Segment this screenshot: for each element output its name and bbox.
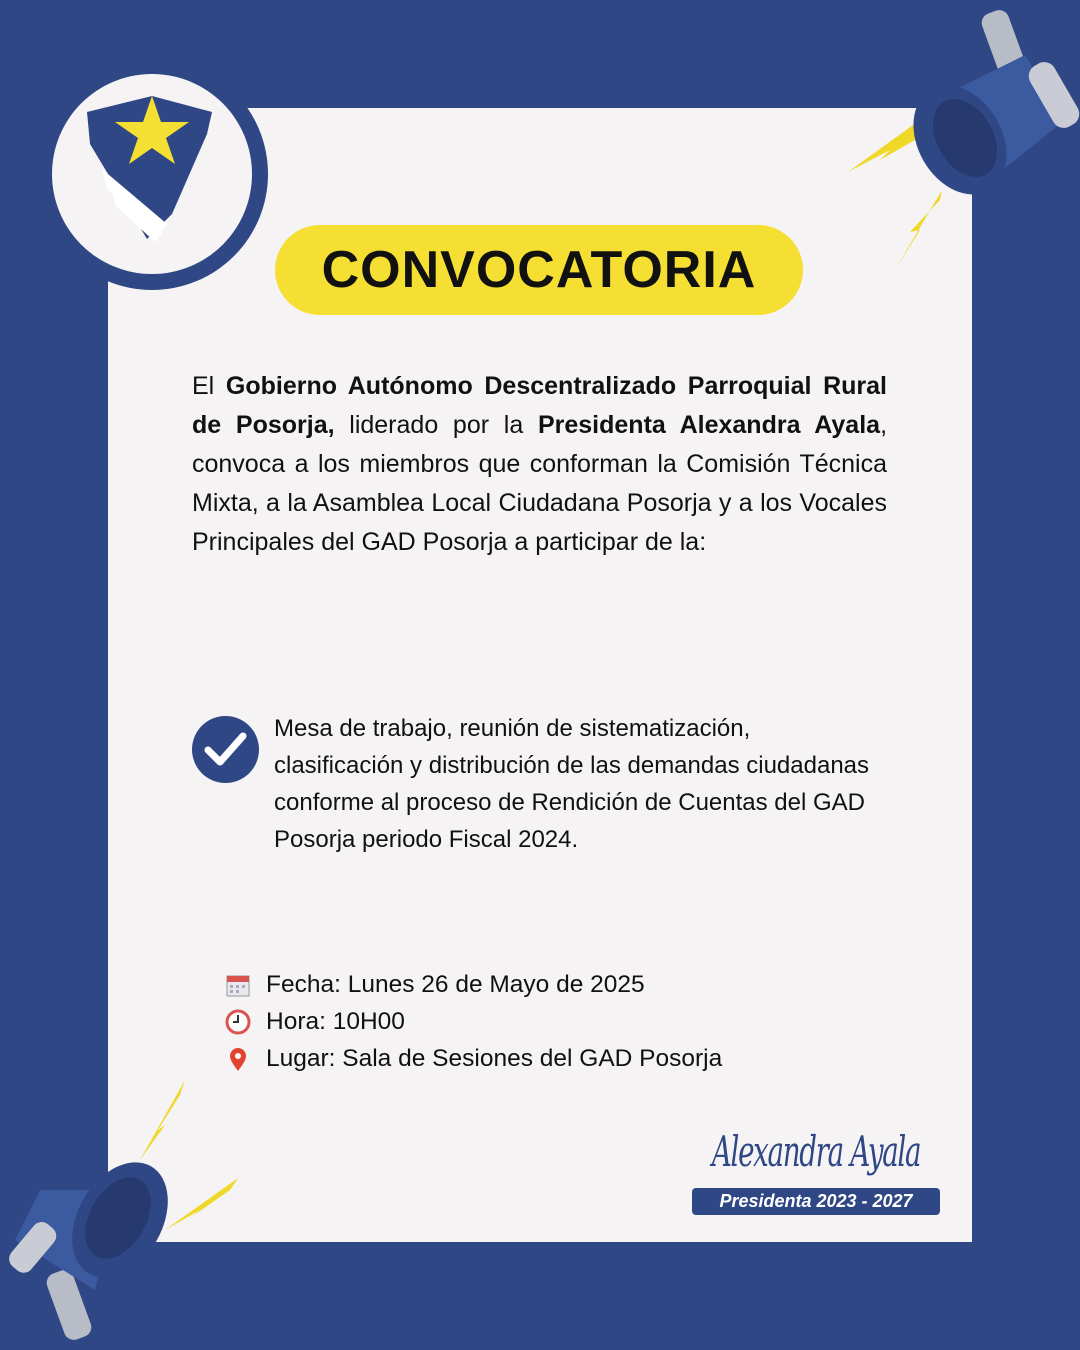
bold-text: Presidenta Alexandra Ayala (537, 411, 881, 439)
calendar-icon (224, 971, 252, 999)
date-row (224, 966, 722, 1003)
location-row (224, 1040, 722, 1077)
intro-paragraph (192, 367, 887, 562)
role-badge: Presidenta 2023 - 2027 (692, 1188, 940, 1215)
signature: Alexandra Ayala (711, 1127, 921, 1176)
text: El (192, 372, 226, 400)
text: liderado por la (334, 411, 538, 439)
time-row (224, 1003, 722, 1040)
megaphone-icon (840, 0, 1080, 280)
bold-text: Gobierno Autónomo Descentralizado Parroquial Rural de Posorja, (192, 372, 887, 439)
agenda-item: Mesa de trabajo, reunión de sistematización, clasificación y distribución de las demandas ciudadanas conforme al proceso de Rendición de Cuentas del GAD Posorja periodo Fiscal 2024. (274, 715, 870, 853)
page-title: CONVOCATORIA (275, 225, 803, 315)
time-text: Hora: 10H00 (266, 1008, 405, 1035)
shield-star-icon (52, 74, 252, 274)
location-pin-icon (224, 1045, 252, 1073)
clock-icon (224, 1008, 252, 1036)
text: , convoca a los miembros que conforman la Comisión Técnica Mixta, a la Asamblea Local Ciudadana Posorja y a los Vocales Principales del GAD Posorja a participar de la: (192, 411, 888, 556)
gad-logo (52, 74, 252, 274)
date-text: Fecha: Lunes 26 de Mayo de 2025 (266, 971, 645, 998)
location-text: Lugar: Sala de Sesiones del GAD Posorja (266, 1045, 723, 1072)
event-details (224, 966, 722, 1077)
megaphone-icon (0, 1070, 250, 1350)
checkmark-icon (192, 716, 259, 783)
